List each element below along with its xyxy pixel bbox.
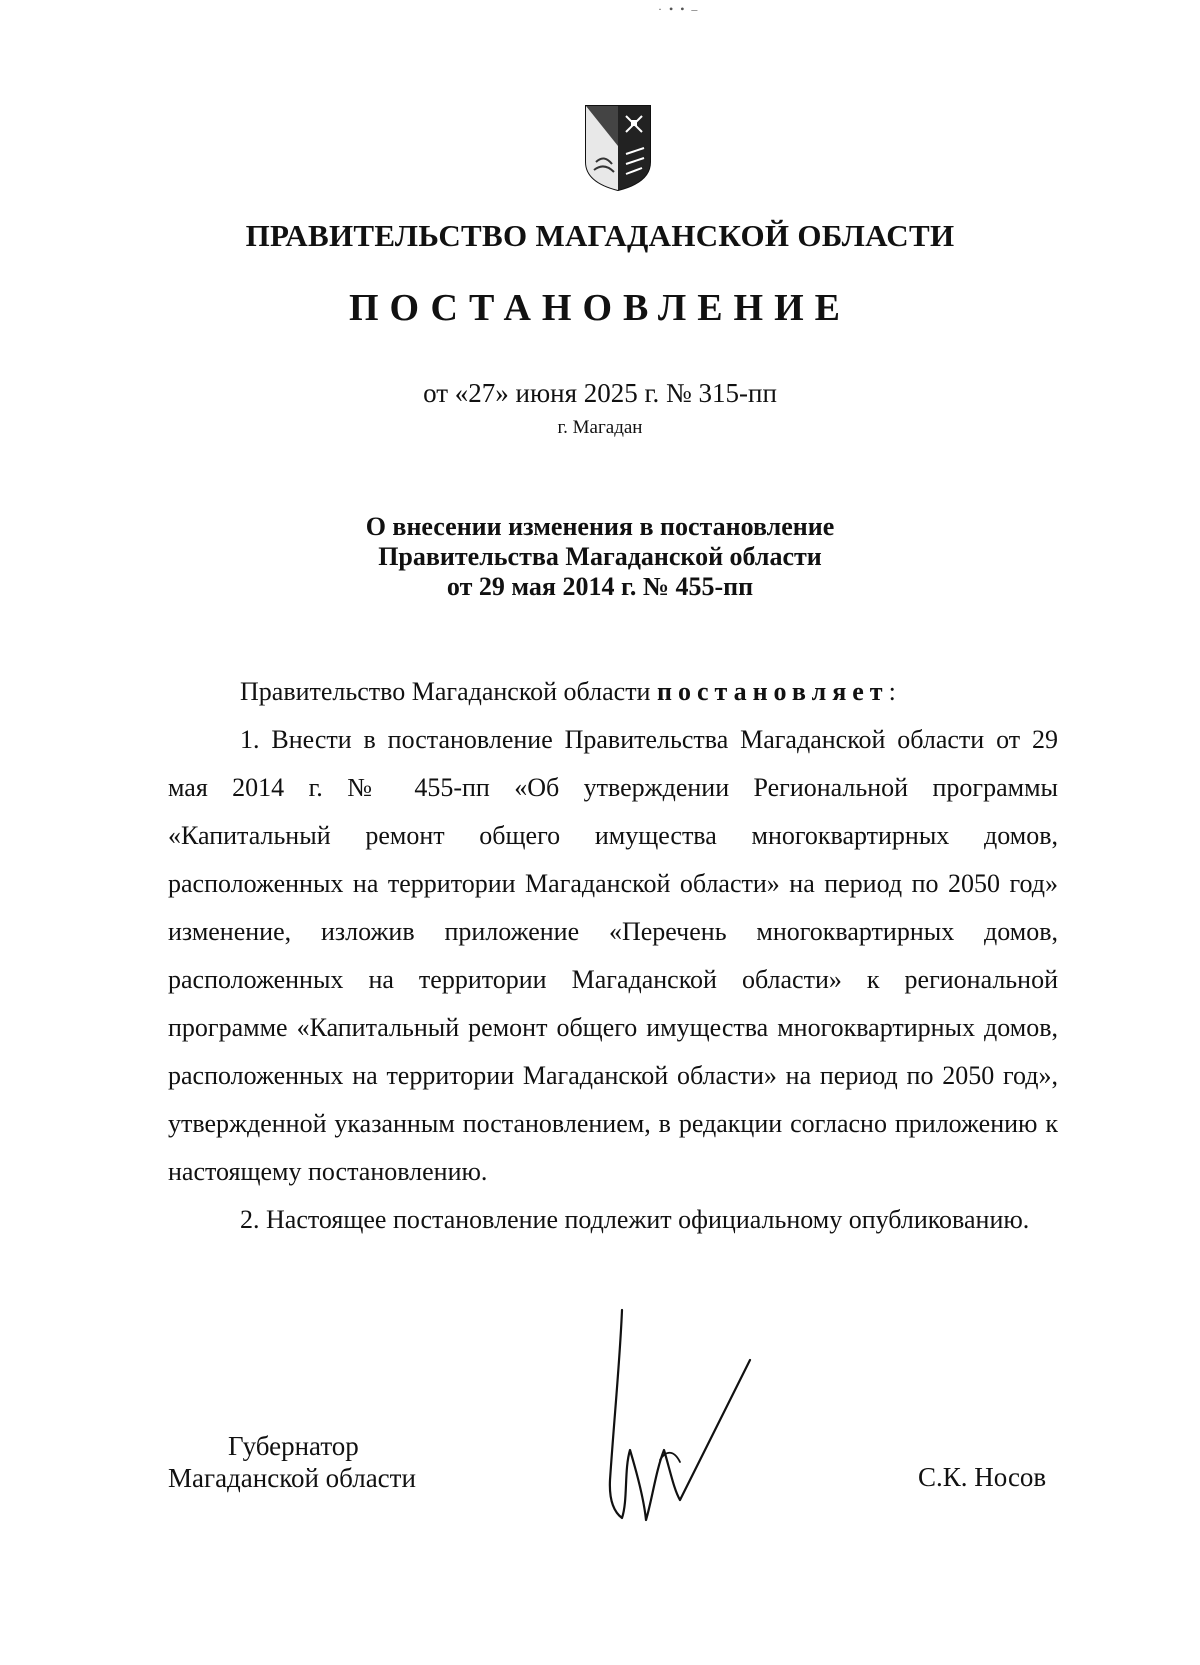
preamble-verb: постановляет [656, 677, 889, 706]
document-city: г. Магадан [557, 417, 643, 438]
preamble-colon: : [888, 677, 896, 706]
document-type: ПОСТАНОВЛЕНИЕ [348, 287, 852, 329]
signatory-position [168, 1430, 416, 1494]
document-subject [0, 512, 1200, 602]
position-line: Магаданской области [168, 1463, 416, 1493]
position-line: Губернатор [228, 1431, 359, 1461]
preamble-text: Правительство Магаданской области [240, 677, 657, 706]
document-body [168, 668, 1058, 1244]
magadan-coat-of-arms-icon [582, 102, 654, 192]
preamble [168, 668, 1058, 716]
subject-line: О внесении изменения в постановление [365, 512, 835, 541]
paragraph-item-1: 1. Внести в постановление Правительства Магаданской области от 29 мая 2014 г. № 455-пп «Об утверждении Региональной программы «Капитальный ремонт общего имущества многоквартирных домов, расположенных на территории Магаданской области» на период по 2050 год» изменение, изложив приложение «Перечень многоквартирных домов, расположенных на территории Магаданской области» к региональной программе «Капитальный ремонт общего имущества многоквартирных домов, расположенных на территории Магаданской области» на период по 2050 год», утвержденной указанным постановлением, в редакции согласно приложению к настоящему постановлению. [168, 725, 1058, 1186]
document-date-number: от «27» июня 2025 г. № 315-пп [423, 378, 777, 408]
handwritten-signature-icon [600, 1300, 800, 1530]
subject-line: от 29 мая 2014 г. № 455-пп [446, 572, 754, 601]
organization-title: ПРАВИТЕЛЬСТВО МАГАДАНСКОЙ ОБЛАСТИ [245, 218, 955, 253]
signatory-name: С.К. Носов [918, 1462, 1047, 1492]
scan-artifact: · • • – [658, 2, 700, 16]
subject-line: Правительства Магаданской области [378, 542, 822, 571]
paragraph-item-2: 2. Настоящее постановление подлежит официальному опубликованию. [240, 1205, 1030, 1234]
